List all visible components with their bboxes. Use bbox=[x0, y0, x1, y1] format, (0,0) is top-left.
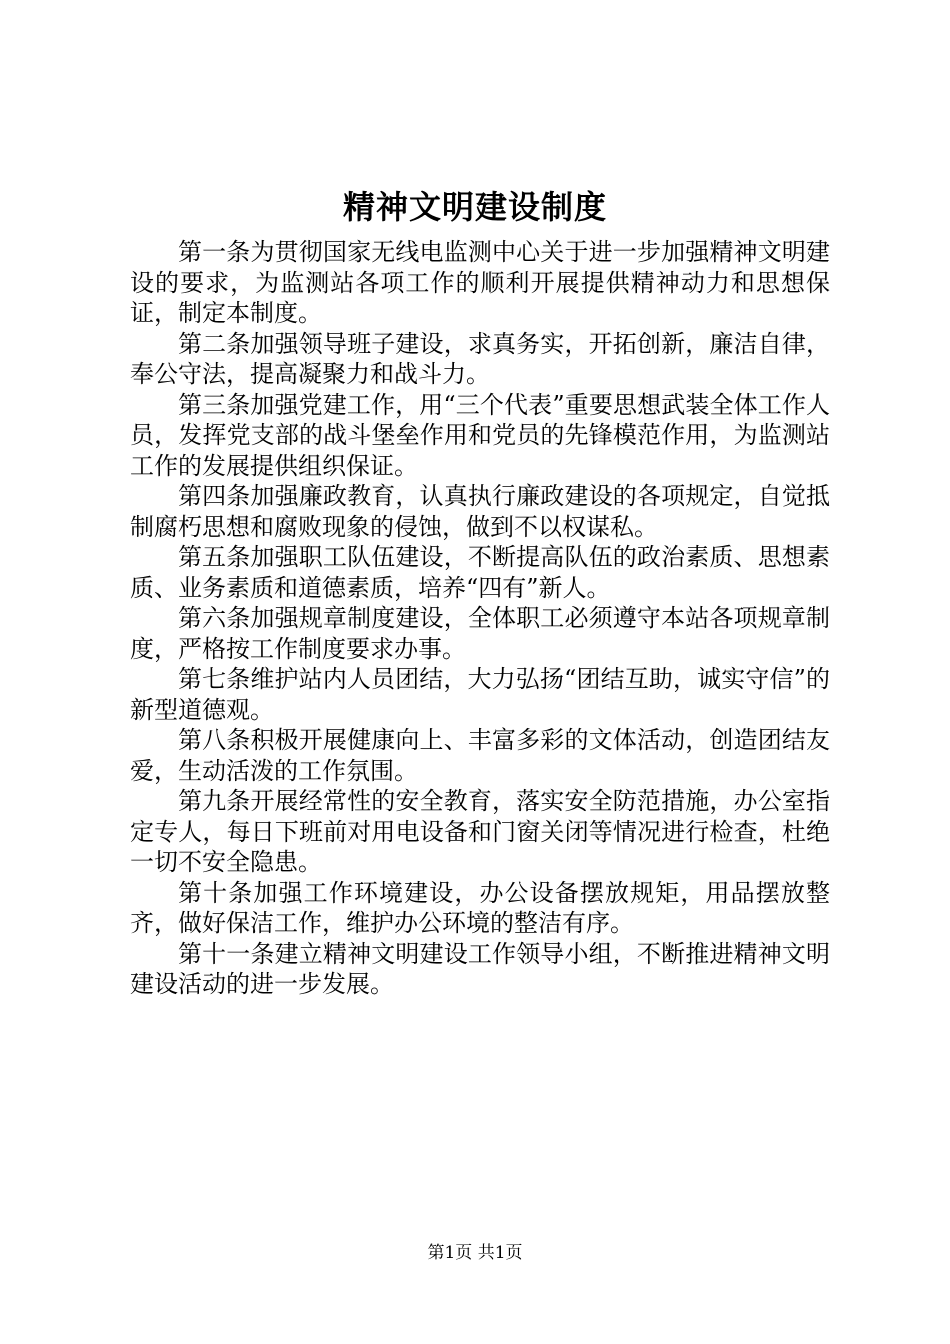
paragraph-article-9: 第九条开展经常性的安全教育，落实安全防范措施，办公室指定专人，每日下班前对用电设备和门窗关闭等情况进行检查，杜绝一切不安全隐患。 bbox=[130, 787, 830, 876]
paragraph-article-3: 第三条加强党建工作，用“三个代表”重要思想武装全体工作人员，发挥党支部的战斗堡垒作用和党员的先锋模范作用，为监测站工作的发展提供组织保证。 bbox=[130, 390, 830, 480]
page-number-footer: 第1页 共1页 bbox=[427, 1243, 523, 1263]
paragraph-article-8: 第八条积极开展健康向上、丰富多彩的文体活动，创造团结友爱，生动活泼的工作氛围。 bbox=[130, 726, 830, 785]
paragraph-article-2: 第二条加强领导班子建设，求真务实，开拓创新，廉洁自律，奉公守法，提高凝聚力和战斗力。 bbox=[130, 329, 830, 388]
paragraph-article-1: 第一条为贯彻国家无线电监测中心关于进一步加强精神文明建设的要求，为监测站各项工作的顺利开展提供精神动力和思想保证，制定本制度。 bbox=[130, 238, 830, 327]
paragraph-article-10: 第十条加强工作环境建设，办公设备摆放规矩，用品摆放整齐，做好保洁工作，维护办公环境的整洁有序。 bbox=[130, 878, 830, 937]
paragraph-article-5: 第五条加强职工队伍建设，不断提高队伍的政治素质、思想素质、业务素质和道德素质，培养“四有”新人。 bbox=[130, 543, 830, 602]
paragraph-article-4: 第四条加强廉政教育，认真执行廉政建设的各项规定，自觉抵制腐朽思想和腐败现象的侵蚀，做到不以权谋私。 bbox=[130, 482, 830, 541]
document-title: 精神文明建设制度 bbox=[342, 188, 607, 226]
paragraph-article-6: 第六条加强规章制度建设，全体职工必须遵守本站各项规章制度，严格按工作制度要求办事。 bbox=[130, 604, 830, 663]
paragraph-article-7: 第七条维护站内人员团结，大力弘扬“团结互助，诚实守信”的新型道德观。 bbox=[130, 665, 830, 724]
document-body bbox=[130, 237, 830, 1000]
paragraph-article-11: 第十一条建立精神文明建设工作领导小组，不断推进精神文明建设活动的进一步发展。 bbox=[130, 939, 830, 998]
